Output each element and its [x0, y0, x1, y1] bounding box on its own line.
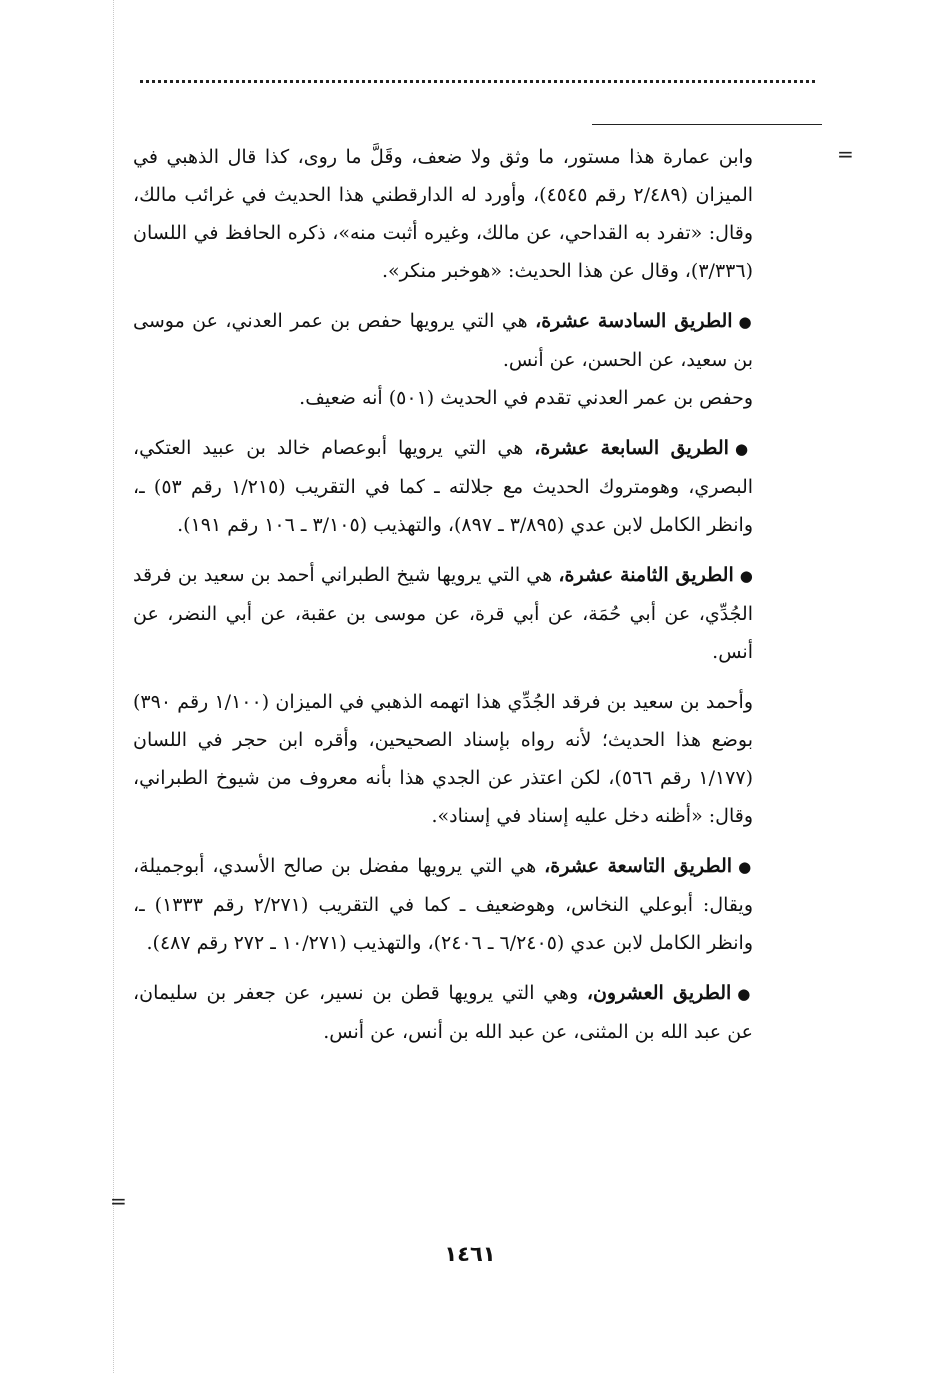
page-edge-guide: [113, 0, 114, 1373]
section-19: [133, 847, 753, 962]
dotted-separator: [140, 80, 815, 83]
page-number: ١٤٦١: [444, 1242, 496, 1266]
page-body: [133, 138, 753, 1051]
section-20: [133, 974, 753, 1051]
bullet-icon: ●: [737, 985, 753, 1003]
section-body: وهي التي يرويها قطن بن نسير، عن جعفر بن سليمان، عن عبد الله بن المثنى، عن عبد الله بن أنس، عن أنس.: [133, 982, 753, 1043]
continuation-mark-bottom: =: [110, 1189, 127, 1213]
section-heading: الطريق السابعة عشرة،: [534, 437, 729, 459]
section-body: هي التي يرويها أبوعصام خالد بن عبيد العتكي، البصري، وهومتروك الحديث مع جلالته ـ كما في التقريب (١/٢١٥ رقم ٥٣) ـ، وانظر الكامل لابن عدي (٣/٨٩٥ ـ ٨٩٧)، والتهذيب (٣/١٠٥ ـ ١٠٦ رقم ١٩١).: [133, 437, 754, 536]
section-body: هي التي يرويها شيخ الطبراني أحمد بن سعيد بن فرقد الجُدِّي، عن أبي حُمَة، عن أبي قرة، عن موسى بن عقبة، عن أبي النضر، عن أنس.: [133, 564, 753, 663]
footnote-continuation: وابن عمارة هذا مستور، ما وثق ولا ضعف، وقَلَّ ما روى، كذا قال الذهبي في الميزان (٢/٤٨٩ رقم ٤٥٤٥)، وأورد له الدارقطني هذا الحديث في غرائب مالك، وقال: «تفرد به القداحي، عن مالك، وغيره أثبت منه»، ذكره الحافظ في اللسان (٣/٣٣٦)، وقال عن هذا الحديث: «هوخبر منكر».: [133, 146, 754, 282]
section-16: [133, 302, 753, 379]
bullet-icon: ●: [738, 858, 754, 876]
section-18: [133, 556, 753, 671]
section-17: [133, 429, 753, 544]
bullet-icon: ●: [738, 313, 753, 331]
section-heading: الطريق الثامنة عشرة،: [558, 564, 734, 586]
continuation-mark-top: =: [837, 142, 854, 166]
section-heading: الطريق السادسة عشرة،: [535, 310, 733, 332]
bullet-icon: ●: [739, 567, 753, 585]
section-body: هي التي يرويها حفص بن عمر العدني، عن موسى بن سعيد، عن الحسن، عن أنس.: [133, 310, 753, 371]
section-body: هي التي يرويها مفضل بن صالح الأسدي، أبوجميلة، ويقال: أبوعلي النخاس، وهوضعيف ـ كما في التقريب (٢/٢٧١ رقم ١٣٣٣) ـ، وانظر الكامل لابن عدي (٦/٢٤٠٥ ـ ٢٤٠٦)، والتهذيب (١٠/٢٧١ ـ ٢٧٢ رقم ٤٨٧).: [133, 855, 754, 954]
section-note: وحفص بن عمر العدني تقدم في الحديث (٥٠١) أنه ضعيف.: [299, 387, 753, 409]
section-note: وأحمد بن سعيد بن فرقد الجُدِّي هذا اتهمه الذهبي في الميزان (١/١٠٠ رقم ٣٩٠) بوضع هذا الحديث؛ لأنه رواه بإسناد الصحيحين، وأقره ابن حجر في اللسان (١/١٧٧ رقم ٥٦٦)، لكن اعتذر عن الجدي هذا بأنه معروف من شيوخ الطبراني، وقال: «أظنه دخل عليه إسناد في إسناد».: [133, 691, 754, 827]
footnote-rule: [592, 124, 822, 125]
section-heading: الطريق التاسعة عشرة،: [544, 855, 733, 877]
section-heading: الطريق العشرون،: [586, 982, 732, 1004]
bullet-icon: ●: [734, 440, 753, 458]
